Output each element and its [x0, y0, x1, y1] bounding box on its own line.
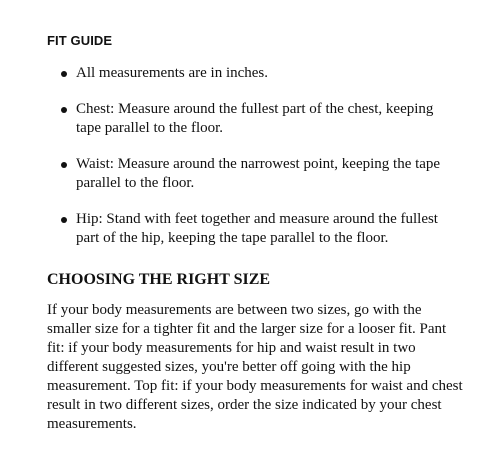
list-item-text: Hip: Stand with feet together and measure around the fullest part of the hip, keeping the tape parallel to the floor.: [76, 211, 438, 246]
fit-guide-title: FIT GUIDE: [47, 33, 113, 48]
list-item: [58, 210, 458, 248]
list-item-text: Waist: Measure around the narrowest point, keeping the tape parallel to the floor.: [76, 156, 441, 191]
list-item: [58, 64, 458, 83]
list-item: [58, 155, 458, 193]
bullet-icon: [61, 71, 67, 77]
bullet-icon: [61, 162, 67, 168]
choosing-size-paragraph: If your body measurements are between two sizes, go with the smaller size for a tighter fit and the larger size for a looser fit. Pant fit: if your body measurements for hip and waist result in two different suggested sizes, you're better off going with the hip measurement. Top fit: if your body measurements for waist and chest result in two different sizes, order the size indicated by your chest measurements.: [47, 302, 463, 432]
fit-guide-list: [58, 64, 458, 265]
list-item-text: All measurements are in inches.: [76, 65, 269, 81]
bullet-icon: [61, 217, 67, 223]
bullet-icon: [61, 107, 67, 113]
choosing-size-heading: CHOOSING THE RIGHT SIZE: [47, 271, 271, 288]
list-item: [58, 100, 458, 138]
list-item-text: Chest: Measure around the fullest part of the chest, keeping tape parallel to the floor.: [76, 101, 434, 136]
